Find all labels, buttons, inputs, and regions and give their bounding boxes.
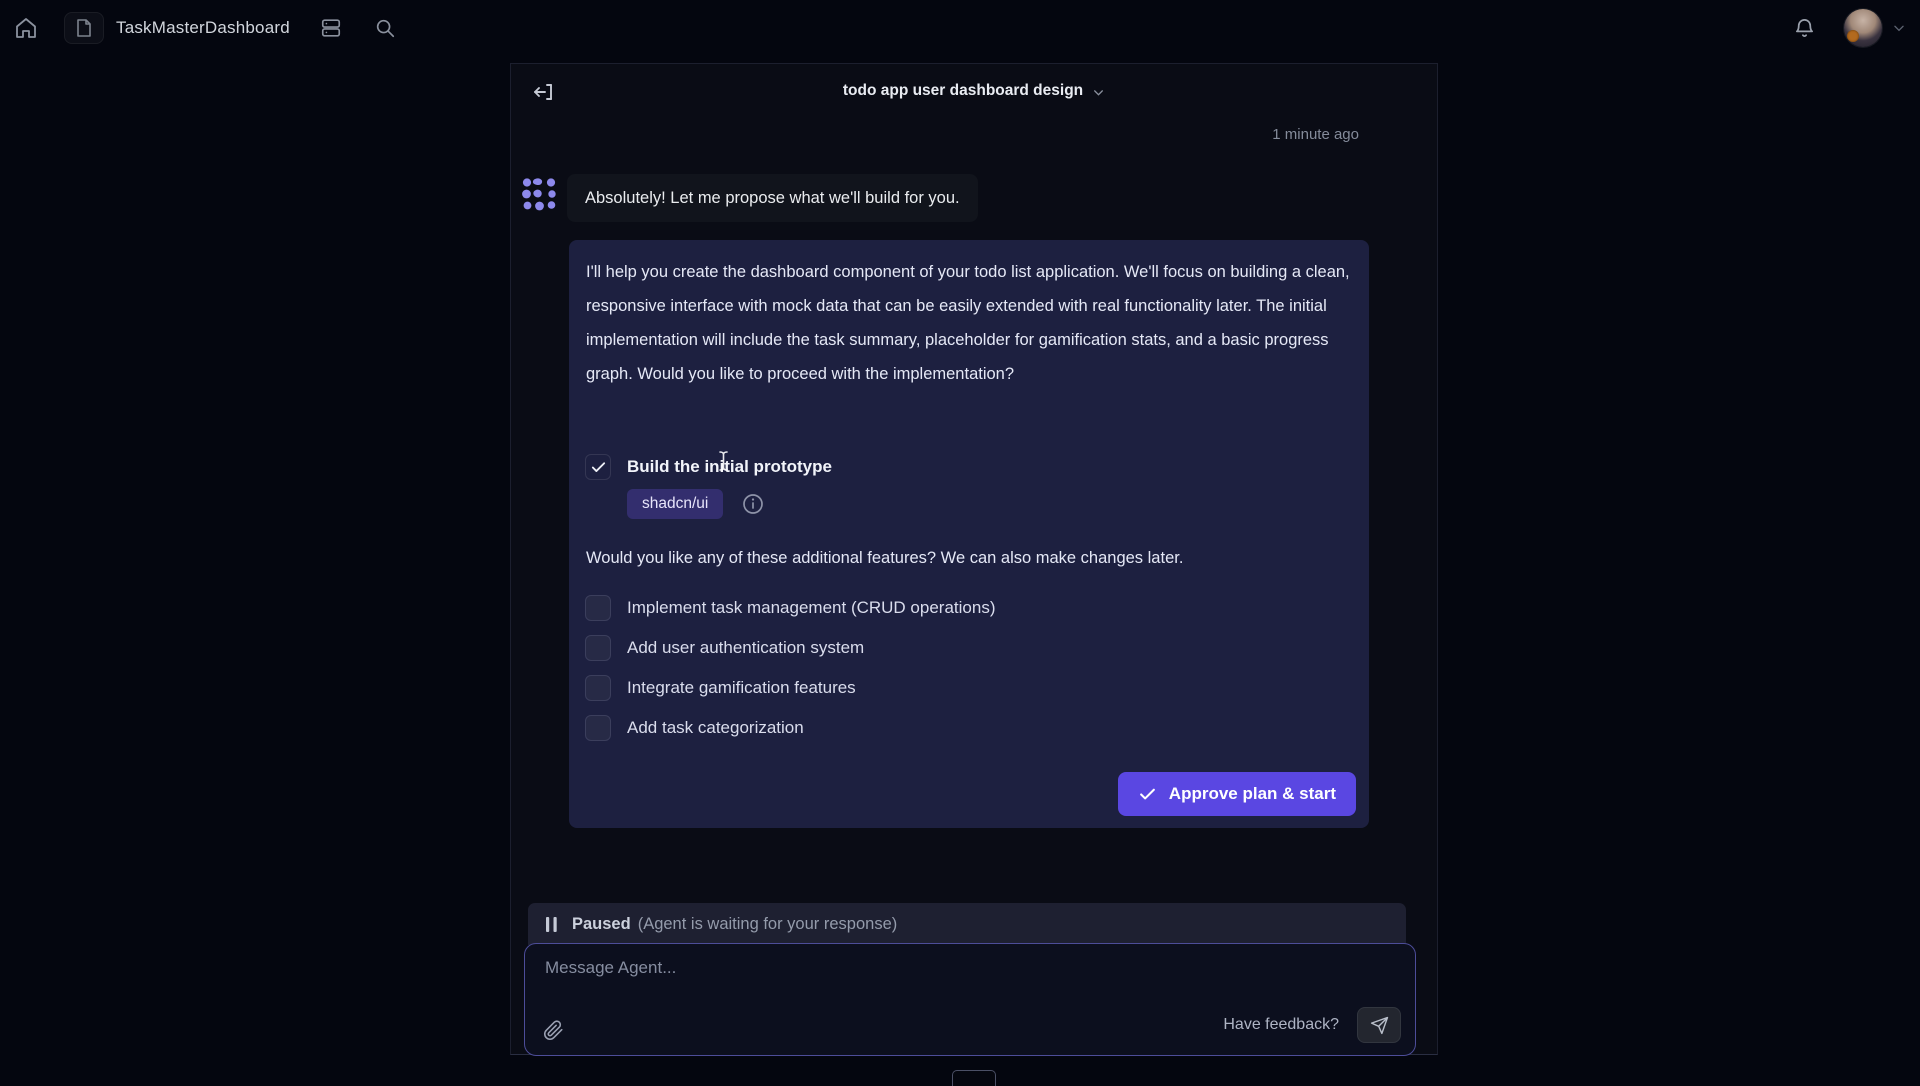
agent-message-row: [519, 174, 978, 222]
primary-task-label: Build the initial prototype: [627, 457, 832, 476]
server-icon[interactable]: [320, 17, 342, 39]
pause-icon: [544, 916, 559, 933]
file-tab[interactable]: [64, 12, 104, 44]
file-icon: [76, 19, 92, 37]
plan-card: [569, 240, 1369, 828]
option-row[interactable]: [585, 635, 864, 661]
send-plane-icon: [1370, 1016, 1389, 1035]
search-icon[interactable]: [374, 17, 396, 39]
option-row[interactable]: [585, 595, 995, 621]
agent-status-bar: [528, 903, 1406, 945]
agent-message-bubble: Absolutely! Let me propose what we'll build for you.: [567, 174, 978, 222]
tech-badge-row: [627, 489, 765, 519]
message-input[interactable]: [545, 958, 1245, 998]
plan-description: I'll help you create the dashboard component of your todo list application. We'll focus on building a clean, responsive interface with mock data that can be easily extended with real functionality later. The initial implementation will include the task summary, placeholder for gamification stats, and a basic progress graph. Would you like to proceed with the implementation?: [586, 263, 1350, 383]
topbar-right: [1793, 9, 1906, 47]
option-checkbox[interactable]: [585, 715, 611, 741]
send-button[interactable]: [1357, 1007, 1401, 1043]
plan-question: Would you like any of these additional features? We can also make changes later.: [586, 549, 1184, 567]
primary-task-row[interactable]: [585, 454, 832, 480]
attach-paperclip-icon[interactable]: [543, 1020, 564, 1041]
status-detail: (Agent is waiting for your response): [637, 914, 898, 933]
option-checkbox[interactable]: [585, 675, 611, 701]
option-label: Add task categorization: [627, 718, 804, 737]
bottom-drag-handle[interactable]: [952, 1070, 996, 1086]
bell-icon[interactable]: [1793, 17, 1816, 40]
avatar-badge: [1847, 30, 1859, 42]
chevron-down-icon: [1092, 86, 1105, 99]
shadcn-badge[interactable]: shadcn/ui: [627, 489, 723, 519]
info-icon[interactable]: [741, 492, 765, 516]
chat-title-dropdown[interactable]: [511, 82, 1437, 100]
user-avatar[interactable]: [1844, 9, 1882, 47]
feedback-link[interactable]: Have feedback?: [1223, 1016, 1339, 1033]
approve-plan-label: Approve plan & start: [1168, 784, 1336, 803]
check-icon: [1138, 785, 1157, 804]
option-checkbox[interactable]: [585, 595, 611, 621]
topbar: [0, 0, 1920, 56]
option-row[interactable]: [585, 715, 804, 741]
text-cursor-icon: [717, 450, 730, 472]
composer-actions: [1223, 1007, 1401, 1043]
option-checkbox[interactable]: [585, 635, 611, 661]
account-chevron-down-icon[interactable]: [1892, 21, 1906, 35]
option-label: Add user authentication system: [627, 638, 865, 657]
home-icon[interactable]: [14, 16, 38, 40]
chat-title: todo app user dashboard design: [842, 82, 1084, 99]
agent-chat-panel: [510, 63, 1438, 1055]
app-title: TaskMasterDashboard: [116, 18, 290, 37]
approve-plan-button[interactable]: [1118, 772, 1356, 816]
status-state: Paused: [572, 914, 631, 933]
option-label: Integrate gamification features: [627, 678, 856, 697]
message-composer: [524, 943, 1416, 1056]
option-label: Implement task management (CRUD operations): [627, 598, 996, 617]
primary-task-checkbox[interactable]: [585, 454, 611, 480]
agent-logo-icon: [519, 174, 559, 214]
option-row[interactable]: [585, 675, 856, 701]
chat-header: [511, 64, 1437, 122]
message-timestamp: 1 minute ago: [1272, 126, 1359, 143]
